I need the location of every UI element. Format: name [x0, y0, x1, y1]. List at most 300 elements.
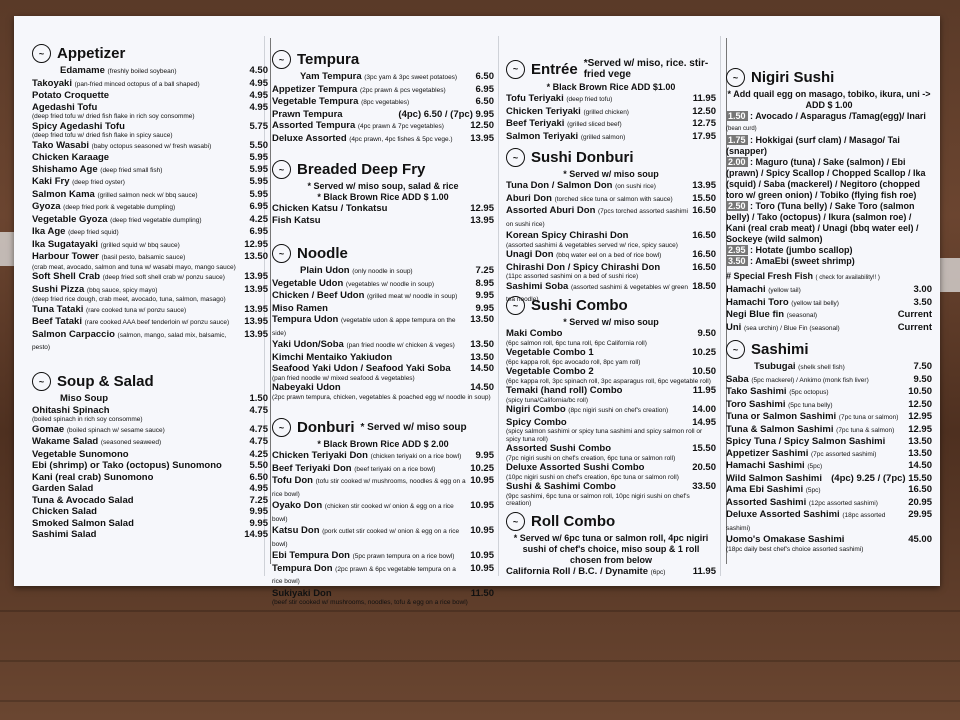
menu-item-name: Sushi Pizza (bbq sauce, spicy mayo): [32, 283, 158, 295]
section-header: [506, 512, 716, 531]
menu-item: [726, 534, 932, 546]
menu-item-note: (freshly boiled soybean): [107, 68, 177, 75]
menu-item-name: Wild Salmon Sashimi: [726, 472, 822, 484]
sashimi-section: [726, 340, 932, 553]
menu-item-price: 9.95: [475, 302, 494, 314]
menu-item-name: Spicy Tuna / Spicy Salmon Sashimi: [726, 436, 886, 447]
section-header: [32, 44, 268, 63]
menu-item-price: 5.50: [249, 139, 268, 151]
menu-item: [272, 450, 494, 463]
menu-item: [32, 393, 268, 405]
menu-item-name: Unagi Don (bbq water eel on a bed of rice bowl): [506, 249, 662, 260]
menu-item-price: 13.50: [908, 447, 932, 459]
section-header: [506, 58, 716, 80]
menu-item: [506, 118, 716, 131]
menu-item-name: Tuna & Salmon Sashimi (7pc tuna & salmon): [726, 423, 895, 435]
section-subtitle: * Black Brown Rice ADD $ 2.00: [317, 439, 449, 449]
menu-item: [272, 463, 494, 476]
menu-item-price: 5.95: [249, 163, 268, 175]
menu-item-name: Takoyaki (pan-fried minced octopus of a ball shaped): [32, 77, 200, 89]
menu-item: [32, 316, 268, 329]
menu-item-description: (6pc kappa roll, 6pc avocado roll, 8pc yam roll): [506, 358, 641, 366]
menu-item-price: 6.95: [475, 83, 494, 95]
menu-item-price: 9.95: [249, 517, 268, 529]
section-title: Appetizer: [57, 45, 126, 62]
menu-item: [32, 176, 268, 189]
menu-item: [32, 304, 268, 317]
nigiri-tier: 1.50 : Avocado / Asparagus /Tamag(egg)/ Inari (bean curd): [726, 111, 926, 132]
menu-item-name: Miso Soup: [60, 393, 109, 404]
menu-item-note: (7pcs torched assorted sashimi on sushi rice): [506, 208, 688, 228]
menu-item-price: 15.50: [692, 443, 716, 454]
menu-item: [272, 339, 494, 352]
menu-item-note: (18pc assorted sashimi): [726, 512, 886, 532]
menu-item-name: Tuna Don / Salmon Don (on sushi rice): [506, 180, 656, 191]
menu-item-price: 4.25: [249, 448, 268, 460]
menu-item-price: 4.75: [249, 404, 268, 416]
fish-logo-icon: ~: [272, 244, 291, 263]
nigiri-tier-price: 2.00: [728, 157, 746, 167]
menu-item-price: 7.25: [475, 265, 494, 276]
nigiri-tier-note: (bean curd): [726, 126, 757, 132]
menu-item-note: (seasoned seaweed): [100, 439, 162, 446]
menu-item-note: (yellow tail belly): [791, 299, 839, 307]
menu-item-note: (assorted sashimi & vegetables w/ green tea noodle): [506, 283, 688, 303]
menu-item: [32, 226, 268, 239]
menu-item: [506, 566, 716, 579]
menu-item: [726, 297, 932, 310]
menu-item-name: Deluxe Assorted Sushi Combo: [506, 462, 645, 473]
menu-item: [506, 443, 716, 455]
menu-item-name: California Roll / B.C. / Dynamite (6pc): [506, 566, 666, 577]
section-subtitle: * Black Brown Rice ADD $1.00: [546, 82, 676, 92]
menu-item-price: 15.50: [692, 192, 716, 204]
menu-item-note: (grilled squid w/ bbq sauce): [100, 241, 180, 249]
menu-item-note: (5pc): [805, 487, 821, 494]
menu-item: [32, 78, 268, 91]
sushi-combo-section: [506, 296, 716, 508]
menu-item: [272, 550, 494, 563]
menu-item-price: 4.95: [249, 90, 268, 101]
menu-item: [506, 481, 716, 493]
menu-item: [32, 140, 268, 153]
menu-item-note: (sea urchin) / Blue Fin (seasonal): [743, 324, 840, 332]
menu-item-price: 12.95: [908, 411, 932, 422]
fish-logo-icon: ~: [32, 372, 51, 391]
menu-item-price: 9.95: [249, 506, 268, 517]
menu-item-note: (6pc): [650, 569, 666, 576]
menu-item: [272, 133, 494, 146]
menu-item-price: Current: [897, 321, 932, 333]
menu-item-name: Assorted Sushi Combo: [506, 443, 612, 454]
sushi-donburi-section: [506, 148, 716, 306]
menu-item-note: (5pc prawn tempura on a rice bowl): [352, 553, 455, 560]
menu-item-name: Ohitashi Spinach: [32, 404, 110, 416]
menu-item-name: Seafood Yaki Udon / Seafood Yaki Soba: [272, 363, 451, 374]
breaded-deep-fry-section: [272, 160, 494, 226]
menu-item: [272, 215, 494, 227]
menu-item-price: 20.50: [692, 462, 716, 473]
section-title: Roll Combo: [531, 513, 616, 530]
menu-item-name: Sukiyaki Don: [272, 587, 332, 599]
menu-item-note: (5pc tuna belly): [788, 401, 833, 409]
menu-item: [506, 249, 716, 262]
menu-item-price: 6.50: [249, 471, 268, 483]
menu-item-price: 12.95: [470, 203, 494, 214]
menu-item-name: Ika Age (deep fried squid): [32, 226, 119, 237]
menu-item-description: (11pc assorted sashimi on a bed of sushi rice): [506, 273, 639, 280]
menu-item-note: (7pc tuna & salmon): [836, 426, 895, 434]
menu-item: [726, 322, 932, 335]
entree-section: [506, 58, 716, 143]
menu-item-name: Wakame Salad (seasoned seaweed): [32, 436, 162, 447]
menu-item: [32, 495, 268, 507]
menu-item: [32, 251, 268, 264]
menu-item-price: 10.95: [470, 500, 494, 511]
menu-item: [32, 329, 268, 354]
menu-item: [506, 366, 716, 378]
menu-item-name: Aburi Don (torched slice tuna or salmon with sauce): [506, 192, 673, 204]
menu-item-name: Tsubugai (shelk shell fish): [754, 361, 845, 372]
menu-item-name: Miso Ramen: [272, 302, 328, 314]
menu-item-price: 13.50: [470, 351, 494, 363]
menu-item-name: Ebi (shrimp) or Tako (octopus) Sunomono: [32, 460, 222, 471]
menu-item-note: (12pc assorted sashimi): [808, 499, 878, 507]
menu-item-name: Yam Tempura (3pc yam & 3pc sweet potatoes): [300, 71, 458, 82]
section-subtitle: * Black Brown Rice ADD $ 1.00: [317, 192, 449, 202]
section-title: Sashimi: [751, 341, 809, 358]
menu-item-price: 10.50: [908, 386, 932, 397]
menu-item-description: (18pc daily best chef's choice assorted sashimi): [726, 545, 864, 553]
section-title: Nigiri Sushi: [751, 69, 835, 86]
menu-item-price: 8.95: [475, 277, 494, 289]
menu-item-note: (deep fried small fish): [100, 166, 163, 174]
menu-item-name: Beef Tataki (rare cooked AAA beef tenderloin w/ ponzu sauce): [32, 316, 230, 327]
menu-item-price: 16.50: [692, 261, 716, 273]
section-header: [506, 296, 716, 315]
menu-item-note: (4pc prawn, 4pc fishes & 5pc vege.): [349, 135, 453, 143]
menu-item-name: Agedashi Tofu: [32, 101, 98, 113]
menu-item: [32, 271, 268, 284]
special-fresh-fish-title: # Special Fresh Fish ( check for availability!! ): [726, 271, 880, 281]
menu-item-price: 13.95: [244, 283, 268, 295]
menu-item-name: Salmon Teriyaki (grilled salmon): [506, 130, 626, 142]
menu-item-name: Smoked Salmon Salad: [32, 517, 134, 529]
menu-item-name: Chicken Teriyaki (grilled chicken): [506, 105, 629, 117]
menu-item-price: 13.50: [470, 314, 494, 325]
menu-item-name: Vegetable Udon (vegetables w/ noodle in soup): [272, 277, 435, 289]
menu-item: [32, 460, 268, 472]
menu-item-name: Chicken Katsu / Tonkatsu: [272, 203, 388, 214]
menu-item-price: 14.50: [908, 460, 932, 471]
menu-item-name: Vegetable Tempura (8pc vegetables): [272, 96, 410, 107]
menu-item: [726, 386, 932, 399]
column-2: [272, 16, 494, 606]
menu-item-description: (6pc salmon roll, 6pc tuna roll, 6pc California roll): [506, 339, 647, 347]
menu-item-name: Vegetable Sunomono: [32, 448, 129, 460]
menu-item: [32, 201, 268, 214]
menu-item: [272, 500, 494, 525]
menu-item-price: 10.95: [470, 562, 494, 574]
menu-item-name: Nigiri Combo (8pc nigiri sushi on chef's creation): [506, 404, 669, 415]
menu-item-price: 5.95: [249, 188, 268, 200]
menu-item-note: (bbq sauce, spicy mayo): [86, 286, 158, 294]
menu-item-description: (pan fried noodle w/ mixed seafood & vegetables): [272, 374, 415, 382]
menu-item: [506, 230, 716, 242]
menu-item-name: Tempura Don (2pc prawn & 6pc vegetable tempura on a rice bowl): [272, 562, 456, 585]
nigiri-tier: 1.75 : Hokkigai (surf clam) / Masago/ Tai (snapper): [726, 135, 900, 156]
menu-item: [272, 303, 494, 315]
menu-item-name: Nabeyaki Udon: [272, 382, 341, 393]
menu-item-price: 3.00: [913, 284, 932, 295]
menu-item-price: 9.50: [913, 373, 932, 385]
fish-logo-icon: ~: [726, 68, 745, 87]
menu-item-price: 1.50: [249, 393, 268, 404]
menu-item: [506, 93, 716, 106]
menu-item-price: Current: [897, 309, 932, 320]
menu-item-description: (spicy tuna/California/bc roll): [506, 396, 589, 404]
menu-item-name: Chirashi Don / Spicy Chirashi Don: [506, 261, 661, 273]
menu-item-note: (deep fried tofu): [566, 96, 613, 103]
menu-item-price: 6.95: [249, 201, 268, 212]
section-subtitle: * Served w/ 6pc tuna or salmon roll, 4pc nigiri sushi of chef's choice, miso soup & 1 roll chosen from below: [513, 533, 709, 565]
menu-item-name: Sushi & Sashimi Combo: [506, 481, 616, 492]
fish-logo-icon: ~: [272, 50, 291, 69]
menu-item-description: (deep fried tofu w/ dried fish flake in spicy sauce): [32, 132, 173, 139]
menu-item-note: (grilled meat w/ noodle in soup): [367, 293, 458, 300]
section-title: Sushi Donburi: [531, 149, 634, 166]
menu-item-note: (grilled salmon neck w/ bbq sauce): [97, 191, 198, 199]
menu-item-name: Negi Blue fin (seasonal): [726, 309, 818, 320]
menu-item: [726, 284, 932, 297]
menu-item-note: (pan fried noodle w/ chicken & veges): [346, 342, 455, 349]
menu-item: [32, 239, 268, 252]
menu-item-price: 4.75: [249, 436, 268, 447]
menu-item-note: (5pc mackerel) / Ankimo (monk fish liver): [751, 376, 869, 384]
menu-item-name: Hamachi (yellow tail): [726, 284, 801, 295]
menu-item-price: 16.50: [692, 205, 716, 216]
menu-item: [272, 84, 494, 97]
nigiri-tier: 2.00 : Maguro (tuna) / Sake (salmon) / Ebi (prawn) / Spicy Scallop / Chopped Scallop / Ika (squid) / Saba (mackerel) / Negitoro (chopped toro w/ green onion) / Tobiko (flying fish roe): [726, 157, 926, 200]
section-header: [272, 244, 494, 263]
menu-item: [272, 265, 494, 278]
menu-item-name: Vegetable Combo 2: [506, 366, 594, 377]
nigiri-tier-price: 1.50: [728, 111, 746, 121]
menu-item-price: 3.50: [913, 296, 932, 308]
menu-item-name: Vegetable Combo 1: [506, 347, 594, 358]
menu-item: [272, 278, 494, 291]
menu-item-name: Salmon Carpaccio (salmon, mango, salad mix, balsamic, pesto): [32, 328, 227, 351]
menu-item: [272, 96, 494, 109]
section-note: *Served w/ miso, rice. stir-fried vege: [583, 58, 709, 80]
menu-item: [506, 262, 716, 274]
menu-item-name: Korean Spicy Chirashi Don: [506, 230, 629, 241]
menu-item-price: 5.75: [249, 120, 268, 132]
menu-item: [272, 120, 494, 133]
menu-item-price: 10.95: [470, 475, 494, 486]
menu-item-price: 14.00: [692, 404, 716, 415]
menu-item-name: Plain Udon (only noodle in soup): [300, 265, 413, 276]
menu-item-price: 13.50: [470, 339, 494, 350]
menu-item: [506, 347, 716, 359]
nigiri-tier-price: 2.95: [728, 245, 746, 255]
column-4: [726, 16, 932, 586]
menu-item: [32, 65, 268, 78]
menu-item-note: (3pc yam & 3pc sweet potatoes): [364, 74, 458, 81]
menu-item-price: 13.95: [470, 214, 494, 226]
menu-item-price: 9.95: [475, 290, 494, 301]
menu-item: [726, 460, 932, 473]
menu-item-name: Temaki (hand roll) Combo: [506, 385, 623, 396]
menu-item-price: 13.95: [244, 303, 268, 315]
menu-item-description: (2pc prawn tempura, chicken, vegetables & poached egg w/ noodle in soup): [272, 393, 491, 401]
menu-item-name: Katsu Don (pork cutlet stir cooked w/ onion & egg on a rice bowl): [272, 525, 460, 548]
menu-item-name: Sashimi Soba (assorted sashimi & vegetables w/ green tea noodle): [506, 280, 688, 303]
menu-item-name: Deluxe Assorted Sashimi (18pc assorted sashimi): [726, 509, 886, 532]
nigiri-tier-price: 2.50: [728, 201, 746, 211]
menu-item: [32, 449, 268, 461]
menu-item-description: (deep fried rice dough, crab meet, avocado, tuna, salmon, masago): [32, 296, 226, 303]
menu-item: [272, 71, 494, 84]
fish-logo-icon: ~: [726, 340, 745, 359]
menu-item-note: (beef teriyaki on a rice bowl): [354, 465, 436, 473]
menu-item-description: (assorted sashimi & vegetables served w/ rice, spicy sauce): [506, 241, 678, 249]
menu-item-description: (beef stir cooked w/ mushrooms, noodles, tofu & egg on a rice bowl): [272, 599, 468, 606]
menu-item-note: (7pc assorted sashimi): [811, 450, 877, 458]
menu-item-price: 9.95: [475, 450, 494, 461]
menu-item-price: 5.50: [249, 460, 268, 471]
menu-item-price: 12.95: [244, 238, 268, 250]
menu-item-price: 33.50: [692, 481, 716, 492]
appetizer-section: [32, 44, 268, 354]
menu-item-name: Deluxe Assorted (4pc prawn, 4pc fishes & 5pc vege.): [272, 132, 453, 144]
menu-item-price: 6.95: [249, 226, 268, 237]
menu-item-price: 12.50: [908, 398, 932, 410]
menu-item-name: Tofu Teriyaki (deep fried tofu): [506, 93, 613, 104]
special-note: ( check for availability!! ): [815, 275, 880, 281]
menu-item-price: 4.75: [249, 423, 268, 435]
menu-item: [272, 109, 494, 121]
menu-item-price: 16.50: [908, 484, 932, 495]
menu-item-name: Tako Sashimi (5pc octopus): [726, 386, 829, 397]
menu-item: [272, 363, 494, 375]
menu-item-price: 13.95: [244, 328, 268, 340]
fish-logo-icon: ~: [272, 418, 291, 437]
menu-item-price: 6.50: [475, 71, 494, 82]
menu-item-note: (5pc): [807, 463, 823, 470]
menu-item-price: 4.95: [249, 483, 268, 494]
nigiri-sushi-section: [726, 68, 932, 334]
menu-item-price: 11.95: [692, 93, 716, 104]
menu-item-price: 5.95: [249, 176, 268, 187]
menu-item-price: 4.50: [249, 65, 268, 76]
section-subtitle: * Add quail egg on masago, tobiko, ikura, uni -> ADD $ 1.00: [727, 89, 931, 110]
menu-item-note: (deep fried oyster): [72, 179, 125, 186]
menu-item-note: (5pc octopus): [789, 389, 829, 396]
menu-item-name: Chicken Karaage: [32, 152, 110, 163]
menu-item: [32, 506, 268, 518]
menu-item-note: (yellow tail): [768, 287, 801, 294]
menu-item-name: Spicy Agedashi Tofu: [32, 120, 125, 132]
menu-item-price: 10.95: [470, 525, 494, 536]
menu-item-name: Tofu Don (tofu stir cooked w/ mushrooms, noodles & egg on a rice bowl): [272, 475, 466, 498]
menu-item: [506, 180, 716, 193]
menu-item-price: 13.95: [244, 271, 268, 282]
menu-item-name: Toro Sashimi (5pc tuna belly): [726, 398, 833, 410]
menu-item: [506, 328, 716, 340]
menu-item: [272, 588, 494, 600]
menu-item-name: Chicken Teriyaki Don (chicken teriyaki on a rice bowl): [272, 450, 462, 461]
menu-item-description: (7pc nigiri sushi on chef's creation, 6pc tuna or salmon roll): [506, 454, 676, 462]
menu-item-note: (bbq water eel on a bed of rice bowl): [556, 252, 662, 259]
menu-item-description: (9pc sashimi, 6pc tuna or salmon roll, 10pc nigiri sushi on chef's creation): [506, 492, 690, 507]
menu-item-note: (vegetables w/ noodle in soup): [345, 280, 435, 288]
fish-logo-icon: ~: [506, 512, 525, 531]
menu-item-name: Hamachi Sashimi (5pc): [726, 460, 823, 471]
menu-item-note: (deep fried squid): [68, 229, 119, 236]
menu-item-description: (boiled spinach in rich soy consomme): [32, 416, 143, 423]
section-header: [506, 148, 716, 167]
menu-item-price: 13.95: [692, 180, 716, 191]
menu-item-name: Appetizer Sashimi (7pc assorted sashimi): [726, 447, 877, 459]
menu-item: [32, 214, 268, 227]
menu-item-price: 16.50: [692, 230, 716, 241]
menu-item-price: 13.50: [244, 251, 268, 262]
menu-item-name: Tuna or Salmon Sashimi (7pc tuna or salmon): [726, 411, 899, 422]
menu-item-price: 20.95: [908, 496, 932, 508]
fish-logo-icon: ~: [506, 296, 525, 315]
menu-item-note: (7pc tuna or salmon): [838, 414, 899, 421]
menu-item: [506, 404, 716, 417]
section-subtitle: * Served w/ miso soup, salad & rice: [307, 181, 459, 191]
menu-item-name: Oyako Don (chicken stir cooked w/ onion & egg on a rice bowl): [272, 500, 454, 523]
menu-item: [726, 448, 932, 461]
menu-item-price: 14.50: [470, 363, 494, 374]
menu-item-note: (deep fried pork & vegetable dumpling): [63, 204, 176, 211]
menu-item: [272, 525, 494, 550]
menu-item: [32, 405, 268, 417]
menu-item-price: 45.00: [908, 534, 932, 545]
menu-item-price: 4.25: [249, 213, 268, 225]
menu-item-note: (salmon, mango, salad mix, balsamic, pesto): [32, 331, 227, 351]
section-title: Donburi: [297, 419, 355, 436]
menu-item: [506, 131, 716, 144]
menu-item-price: 7.50: [913, 361, 932, 372]
section-title: Sushi Combo: [531, 297, 628, 314]
menu-item-note: (basil pesto, balsamic sauce): [101, 254, 186, 261]
menu-item-note: (deep fried vegetable dumpling): [110, 216, 202, 224]
menu-item-note: (pork cutlet stir cooked w/ onion & egg on a rice bowl): [272, 528, 460, 548]
menu-item-name: Ama Ebi Sashimi (5pc): [726, 484, 821, 495]
menu-item-name: Spicy Combo: [506, 416, 567, 428]
menu-item-name: Kimchi Mentaiko Yakiudon: [272, 351, 393, 363]
menu-item: [272, 382, 494, 394]
section-header: [32, 372, 268, 391]
menu-item-description: (10pc nigiri sushi on chef's creation, 6pc tuna or salmon roll): [506, 473, 679, 481]
menu-item-name: Assorted Tempura (4pc prawn & 7pc vegetables): [272, 120, 444, 131]
menu-item-note: (chicken stir cooked w/ onion & egg on a rice bowl): [272, 503, 454, 523]
menu-item-note: (8pc vegetables): [361, 99, 410, 106]
menu-item: [32, 436, 268, 449]
menu-item: [32, 284, 268, 297]
menu-item-price: 11.95: [692, 385, 716, 396]
menu-item-name: Tuna Tataki (rare cooked tuna w/ ponzu sauce): [32, 303, 187, 315]
section-title: Tempura: [297, 51, 360, 68]
menu-item-price: 13.50: [908, 436, 932, 447]
tempura-section: [272, 50, 494, 145]
menu-item-price: 11.50: [470, 587, 494, 599]
menu-item-price: 11.95: [692, 566, 716, 577]
